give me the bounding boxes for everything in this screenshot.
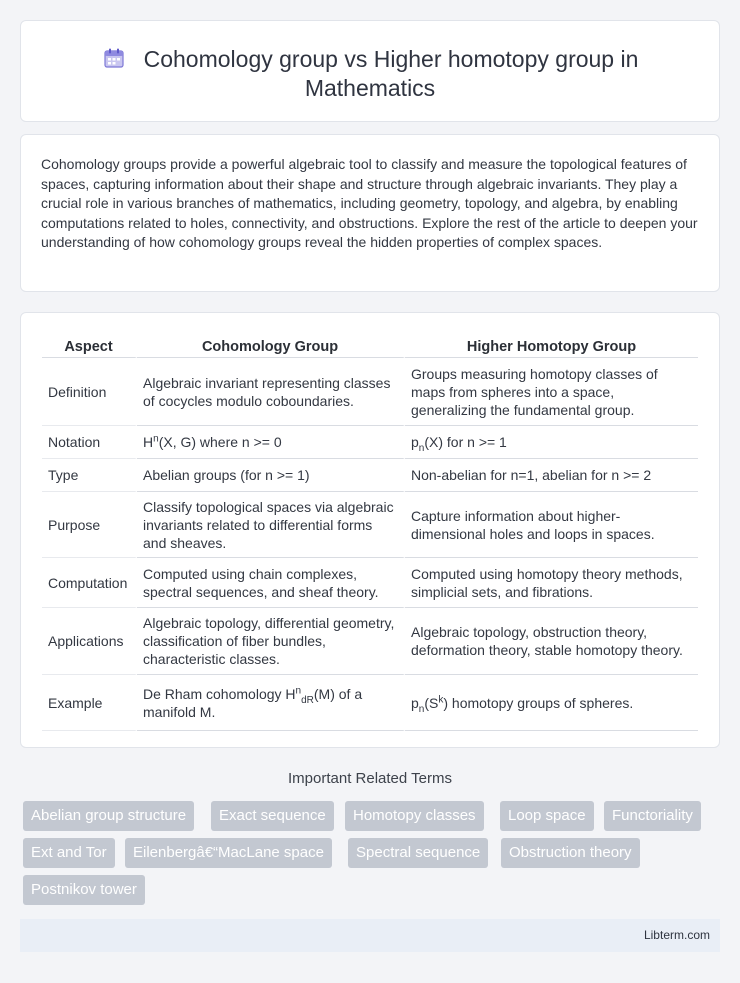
notation-symbol: p [411, 434, 419, 450]
page-title [21, 45, 719, 103]
row-aspect: Type [42, 459, 137, 492]
table-row [42, 492, 698, 558]
comparison-table-card [20, 312, 720, 748]
notation-subscript: n [418, 442, 425, 454]
row-homotopy: Groups measuring homotopy classes of maps from spheres into a space, generalizing the fundamental group. [405, 358, 698, 426]
example-superscript: k [438, 693, 444, 705]
row-cohomology [137, 675, 405, 731]
row-homotopy: Computed using homotopy theory methods, simplicial sets, and fibrations. [405, 558, 698, 608]
header-aspect: Aspect [42, 333, 137, 358]
row-cohomology: Classify topological spaces via algebraic invariants related to differential forms and sheaves. [137, 492, 405, 558]
table-row [42, 358, 698, 426]
term-tag[interactable]: Postnikov tower [23, 875, 145, 905]
title-line-1: Cohomology group vs Higher homotopy group in [143, 46, 639, 72]
calendar-icon [102, 46, 126, 70]
example-text: ) homotopy groups of spheres. [443, 694, 634, 711]
comparison-table [42, 333, 698, 731]
row-homotopy: Capture information about higher-dimensional holes and loops in spaces. [405, 492, 698, 558]
row-cohomology [137, 426, 405, 459]
row-aspect: Computation [42, 558, 137, 608]
example-subscript: dR [301, 694, 314, 706]
notation-symbol: H [143, 434, 154, 450]
row-homotopy [405, 426, 698, 459]
term-tag[interactable]: Eilenbergâ€“MacLane space [125, 838, 332, 868]
table-row [42, 675, 698, 731]
row-cohomology: Abelian groups (for n >= 1) [137, 459, 405, 492]
table-row [42, 608, 698, 675]
term-tag[interactable]: Functoriality [604, 801, 701, 831]
term-tag[interactable]: Ext and Tor [23, 838, 115, 868]
related-terms-title: Important Related Terms [288, 770, 452, 787]
row-aspect: Example [42, 675, 137, 731]
term-tag[interactable]: Spectral sequence [348, 838, 488, 868]
table-row [42, 426, 698, 459]
table-row [42, 558, 698, 608]
example-text: De Rham cohomology H [143, 685, 296, 702]
term-tag[interactable]: Loop space [500, 801, 594, 831]
row-cohomology: Algebraic invariant representing classes of cocycles modulo coboundaries. [137, 358, 405, 426]
row-aspect: Notation [42, 426, 137, 459]
row-aspect: Purpose [42, 492, 137, 558]
term-tag[interactable]: Exact sequence [211, 801, 334, 831]
example-superscript: n [295, 684, 302, 696]
row-aspect: Applications [42, 608, 137, 675]
title-line-2: Mathematics [304, 75, 436, 101]
row-cohomology: Algebraic topology, differential geometry, classification of fiber bundles, characteristic classes. [137, 608, 405, 675]
table-row [42, 459, 698, 492]
term-tag[interactable]: Abelian group structure [23, 801, 194, 831]
row-aspect: Definition [42, 358, 137, 426]
notation-text: (X) for n >= 1 [424, 434, 507, 450]
header-card [20, 20, 720, 122]
row-homotopy: Algebraic topology, obstruction theory, deformation theory, stable homotopy theory. [405, 608, 698, 675]
example-text: (S [424, 694, 439, 711]
example-subscript: n [418, 703, 425, 715]
header-cohomology: Cohomology Group [137, 333, 405, 358]
row-cohomology: Computed using chain complexes, spectral sequences, and sheaf theory. [137, 558, 405, 608]
example-symbol: p [411, 694, 419, 711]
footer [20, 919, 720, 952]
term-tag[interactable]: Homotopy classes [345, 801, 484, 831]
notation-text: (X, G) where n >= 0 [158, 434, 282, 450]
row-homotopy [405, 675, 698, 731]
intro-text: Cohomology groups provide a powerful algebraic tool to classify and measure the topological features of spaces, capturing information about their shape and structure through algebraic invariants. They play a crucial role in various branches of mathematics, including geometry, topology, and algebra, by enabling computations related to holes, connectivity, and obstructions. Explore the rest of the article to deepen your understanding of how cohomology groups reveal the hidden properties of complex spaces. [41, 156, 698, 251]
header-homotopy: Higher Homotopy Group [405, 333, 698, 358]
intro-card [20, 134, 720, 292]
row-homotopy: Non-abelian for n=1, abelian for n >= 2 [405, 459, 698, 492]
example-text: (M) of a manifold M. [143, 685, 363, 720]
notation-superscript: n [153, 433, 159, 445]
term-tag[interactable]: Obstruction theory [501, 838, 640, 868]
footer-link[interactable]: Libterm.com [643, 928, 710, 942]
table-header-row [42, 333, 698, 358]
